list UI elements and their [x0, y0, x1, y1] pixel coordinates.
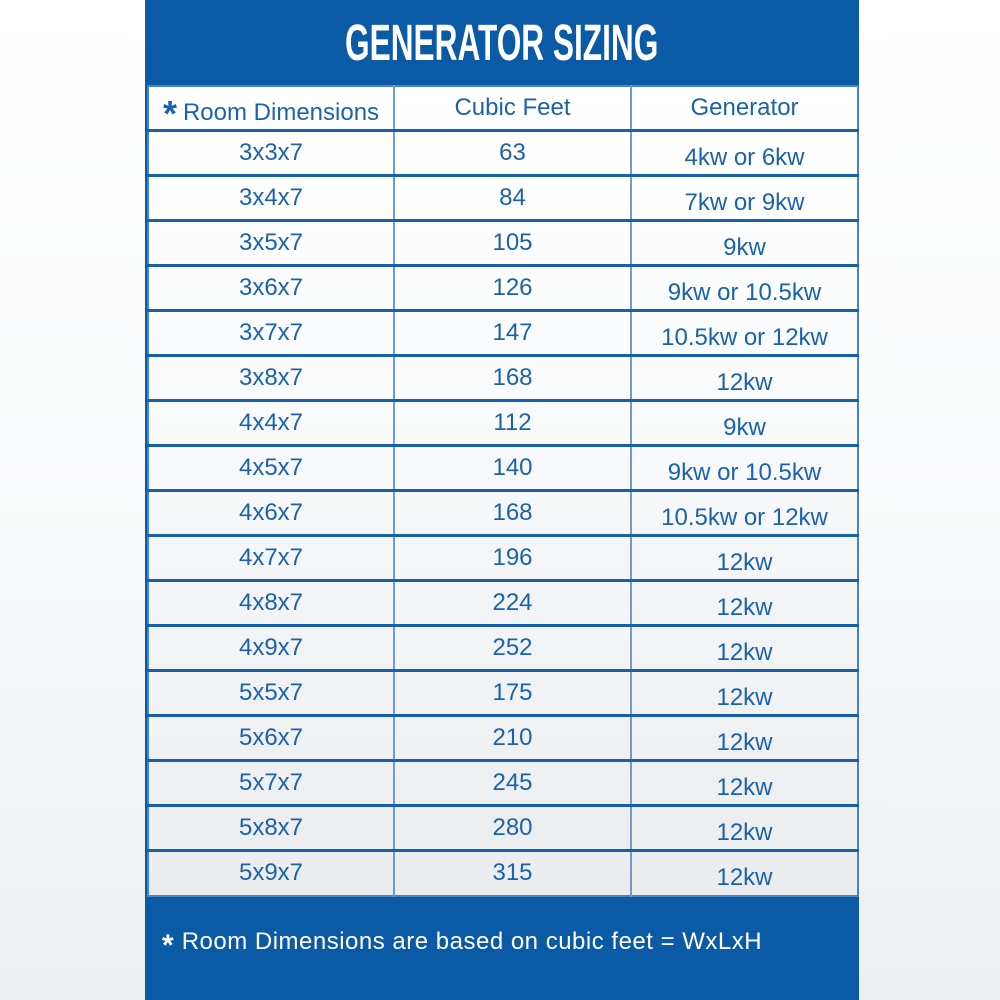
cell-generator [631, 851, 858, 896]
cell-room: 4x7x7 [148, 536, 394, 581]
cell-generator [631, 671, 858, 716]
cell-room: 3x6x7 [148, 266, 394, 311]
header-generator: Generator [631, 86, 858, 131]
cell-cubic: 252 [394, 626, 631, 671]
footnote-text: Room Dimensions are based on cubic feet = WxLxH [181, 927, 763, 955]
table-row [148, 626, 858, 671]
table-row [148, 761, 858, 806]
asterisk-icon: * [162, 928, 174, 962]
page-title: GENERATOR SIZING [345, 14, 659, 71]
cell-cubic: 112 [394, 401, 631, 446]
generator-sizing-table [147, 85, 859, 897]
table-row [148, 446, 858, 491]
table-row [148, 716, 858, 761]
header-row [148, 86, 858, 131]
table-row [148, 536, 858, 581]
table-row [148, 806, 858, 851]
cell-cubic: 105 [394, 221, 631, 266]
table-row [148, 221, 858, 266]
cell-cubic: 210 [394, 716, 631, 761]
cell-generator [631, 131, 858, 176]
cell-cubic: 168 [394, 356, 631, 401]
cell-room: 4x8x7 [148, 581, 394, 626]
table-row [148, 851, 858, 896]
cell-room: 4x9x7 [148, 626, 394, 671]
table-header [148, 86, 858, 131]
cell-generator-value: 12kw [716, 639, 773, 666]
cell-generator [631, 716, 858, 761]
cell-cubic: 280 [394, 806, 631, 851]
cell-generator-value: 12kw [716, 684, 773, 711]
cell-cubic: 63 [394, 131, 631, 176]
cell-cubic: 196 [394, 536, 631, 581]
cell-room: 3x8x7 [148, 356, 394, 401]
cell-generator [631, 626, 858, 671]
cell-generator-value: 4kw or 6kw [684, 144, 805, 171]
cell-generator [631, 536, 858, 581]
cell-generator [631, 266, 858, 311]
cell-cubic: 140 [394, 446, 631, 491]
cell-generator-value: 9kw [723, 234, 766, 261]
cell-room: 3x3x7 [148, 131, 394, 176]
cell-cubic: 245 [394, 761, 631, 806]
cell-generator [631, 446, 858, 491]
cell-room: 5x9x7 [148, 851, 394, 896]
cell-generator-value: 9kw or 10.5kw [667, 279, 822, 306]
cell-generator [631, 491, 858, 536]
cell-generator [631, 806, 858, 851]
cell-generator [631, 176, 858, 221]
cell-room: 5x8x7 [148, 806, 394, 851]
cell-cubic: 315 [394, 851, 631, 896]
footnote [145, 895, 859, 1000]
table-row [148, 131, 858, 176]
cell-generator [631, 311, 858, 356]
cell-room: 4x6x7 [148, 491, 394, 536]
cell-room: 5x5x7 [148, 671, 394, 716]
cell-generator-value: 7kw or 9kw [684, 189, 805, 216]
cell-room: 3x4x7 [148, 176, 394, 221]
cell-cubic: 84 [394, 176, 631, 221]
cell-room: 4x5x7 [148, 446, 394, 491]
table-row [148, 311, 858, 356]
header-cubic-feet: Cubic Feet [394, 86, 631, 131]
cell-cubic: 168 [394, 491, 631, 536]
cell-cubic: 175 [394, 671, 631, 716]
cell-room: 3x5x7 [148, 221, 394, 266]
table-row [148, 401, 858, 446]
cell-generator-value: 12kw [716, 594, 773, 621]
cell-cubic: 224 [394, 581, 631, 626]
title-bar [145, 0, 859, 85]
cell-generator-value: 12kw [716, 819, 773, 846]
cell-cubic: 147 [394, 311, 631, 356]
cell-generator-value: 12kw [716, 369, 773, 396]
cell-generator [631, 221, 858, 266]
cell-generator-value: 10.5kw or 12kw [661, 504, 828, 531]
cell-generator-value: 12kw [716, 774, 773, 801]
table-body [148, 131, 858, 896]
cell-cubic: 126 [394, 266, 631, 311]
cell-generator-value: 10.5kw or 12kw [661, 324, 828, 351]
cell-room: 3x7x7 [148, 311, 394, 356]
cell-generator [631, 581, 858, 626]
cell-generator [631, 761, 858, 806]
cell-generator [631, 401, 858, 446]
cell-room: 4x4x7 [148, 401, 394, 446]
table-row [148, 671, 858, 716]
asterisk-icon: * [162, 93, 177, 131]
cell-generator-value: 12kw [716, 729, 773, 756]
table-row [148, 266, 858, 311]
cell-generator-value: 9kw or 10.5kw [667, 459, 822, 486]
cell-room: 5x7x7 [148, 761, 394, 806]
cell-generator-value: 12kw [716, 549, 773, 576]
table-row [148, 356, 858, 401]
header-room-dimensions [148, 86, 394, 131]
table-row [148, 176, 858, 221]
cell-room: 5x6x7 [148, 716, 394, 761]
table-row [148, 491, 858, 536]
cell-generator-value: 12kw [716, 864, 773, 892]
table-row [148, 581, 858, 626]
cell-generator [631, 356, 858, 401]
cell-generator-value: 9kw [723, 414, 766, 441]
generator-sizing-panel [145, 0, 859, 1000]
header-room-dimensions-label: Room Dimensions [182, 99, 380, 126]
